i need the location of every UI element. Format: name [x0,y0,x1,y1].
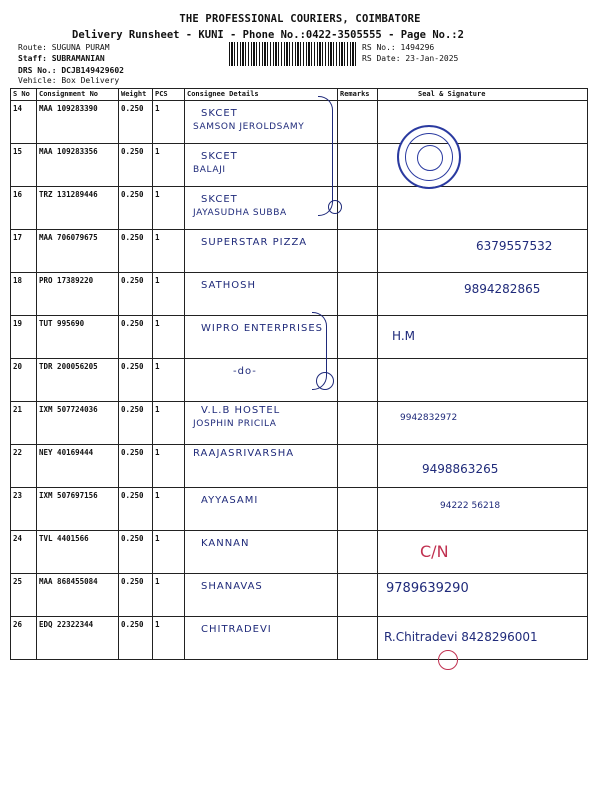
consignee-cell [185,488,338,531]
consignee-name: SUPERSTAR PIZZA [201,237,308,248]
table-row [11,617,588,660]
rs-date: RS Date: 23-Jan-2025 [362,54,459,63]
consignee-cell [185,144,338,187]
consignee-cell [185,445,338,488]
consignee-cell [185,617,338,660]
weight-cell: 0.250 [119,144,153,187]
remarks-cell [338,445,378,488]
sno-cell: 26 [11,617,37,660]
table-row [11,531,588,574]
rs-number: RS No.: 1494296 [362,43,435,52]
count-circle-mark [316,372,334,390]
pcs-cell: 1 [153,531,185,574]
weight-cell: 0.250 [119,187,153,230]
consignee-name: AYYASAMI [201,495,259,506]
consignee-cell [185,574,338,617]
signature-cell [378,531,588,574]
weight-cell: 0.250 [119,230,153,273]
count-circle-mark [328,200,342,214]
consignee-detail: SAMSON JEROLDSAMY [193,122,305,132]
col-seal-signature: Seal & Signature [378,89,588,101]
signature-cell [378,617,588,660]
sno-cell: 21 [11,402,37,445]
sno-cell: 16 [11,187,37,230]
remarks-cell [338,144,378,187]
consignment-cell: TVL 4401566 [37,531,119,574]
table-row [11,359,588,402]
weight-cell: 0.250 [119,316,153,359]
consignee-name: V.L.B HOSTEL [201,405,281,416]
remarks-cell [338,531,378,574]
col-weight: Weight [119,89,153,101]
sno-cell: 14 [11,101,37,144]
consignee-name: SHANAVAS [201,581,263,592]
runsheet-subtitle: Delivery Runsheet - KUNI - Phone No.:0422-3505555 - Page No.:2 [72,29,464,41]
table-row [11,488,588,531]
pcs-cell: 1 [153,488,185,531]
table-row [11,574,588,617]
pcs-cell: 1 [153,617,185,660]
count-circle-mark-red [438,650,458,670]
weight-cell: 0.250 [119,273,153,316]
weight-cell: 0.250 [119,617,153,660]
signature-text: 9498863265 [422,462,499,476]
sno-cell: 22 [11,445,37,488]
runsheet-table [10,88,588,660]
table-row [11,273,588,316]
runsheet-title: THE PROFESSIONAL COURIERS, COIMBATORE [179,13,421,25]
signature-text: H.M [392,329,415,343]
consignment-cell: TUT 995690 [37,316,119,359]
pcs-cell: 1 [153,273,185,316]
sno-cell: 23 [11,488,37,531]
col-consignee: Consignee Details [185,89,338,101]
table-header-row [11,89,588,101]
consignee-cell [185,187,338,230]
consignment-cell: PRO 17389220 [37,273,119,316]
weight-cell: 0.250 [119,402,153,445]
consignee-name: CHITRADEVI [201,624,272,635]
vehicle-label: Vehicle: Box Delivery [18,76,120,85]
signature-text: 9894282865 [464,282,541,296]
sno-cell: 24 [11,531,37,574]
sno-cell: 17 [11,230,37,273]
pcs-cell: 1 [153,230,185,273]
col-pcs: PCS [153,89,185,101]
col-consignment: Consignment No [37,89,119,101]
consignment-cell: TDR 200056205 [37,359,119,402]
table-row [11,445,588,488]
signature-cell [378,187,588,230]
signature-cell [378,273,588,316]
grouping-brace-top [318,96,333,216]
consignment-cell: IXM 507697156 [37,488,119,531]
consignment-cell: NEY 40169444 [37,445,119,488]
table-row [11,402,588,445]
col-sno: S No [11,89,37,101]
barcode [229,42,357,66]
signature-cell [378,359,588,402]
table-row [11,187,588,230]
consignee-detail: JAYASUDHA SUBBA [193,208,287,218]
weight-cell: 0.250 [119,101,153,144]
consignee-cell [185,402,338,445]
remarks-cell [338,488,378,531]
pcs-cell: 1 [153,359,185,402]
consignment-cell: MAA 109283390 [37,101,119,144]
sno-cell: 25 [11,574,37,617]
consignee-detail: BALAJI [193,165,226,175]
consignee-cell [185,230,338,273]
signature-text: 9942832972 [400,413,458,423]
pcs-cell: 1 [153,445,185,488]
signature-cell [378,488,588,531]
staff-label: Staff: SUBRAMANIAN [18,54,105,63]
sno-cell: 15 [11,144,37,187]
consignee-name: SKCET [201,151,238,162]
remarks-cell [338,402,378,445]
signature-cell [378,574,588,617]
consignee-name: KANNAN [201,538,250,549]
consignment-cell: IXM 507724036 [37,402,119,445]
table-row [11,144,588,187]
consignee-name: SKCET [201,194,238,205]
signature-cell [378,316,588,359]
signature-text: 94222 56218 [440,501,501,511]
weight-cell: 0.250 [119,445,153,488]
remarks-cell [338,574,378,617]
consignee-name: -do- [233,366,257,377]
consignee-name: WIPRO ENTERPRISES [201,323,323,334]
pcs-cell: 1 [153,144,185,187]
consignment-cell: TRZ 131289446 [37,187,119,230]
remarks-cell [338,273,378,316]
signature-cell [378,230,588,273]
weight-cell: 0.250 [119,488,153,531]
consignee-detail: JOSPHIN PRICILA [193,419,277,429]
weight-cell: 0.250 [119,359,153,402]
sno-cell: 20 [11,359,37,402]
table-row [11,316,588,359]
pcs-cell: 1 [153,402,185,445]
remarks-cell [338,101,378,144]
pcs-cell: 1 [153,316,185,359]
consignee-cell [185,273,338,316]
weight-cell: 0.250 [119,531,153,574]
remarks-cell [338,230,378,273]
consignee-cell [185,101,338,144]
remarks-cell [338,316,378,359]
remarks-cell [338,617,378,660]
sno-cell: 18 [11,273,37,316]
signature-text: R.Chitradevi 8428296001 [384,630,538,644]
pcs-cell: 1 [153,574,185,617]
signature-text: 9789639290 [386,581,469,596]
signature-cell [378,402,588,445]
remarks-cell [338,359,378,402]
weight-cell: 0.250 [119,574,153,617]
institution-seal [397,125,461,189]
consignee-name: SKCET [201,108,238,119]
consignment-cell: MAA 706079675 [37,230,119,273]
consignee-cell [185,531,338,574]
signature-text: 6379557532 [476,239,553,253]
consignment-cell: MAA 868455084 [37,574,119,617]
pcs-cell: 1 [153,101,185,144]
consignee-name: RAAJASRIVARSHA [193,448,295,459]
drs-label: DRS No.: DCJB149429602 [18,66,124,75]
consignee-name: SATHOSH [201,280,256,291]
route-label: Route: SUGUNA PURAM [18,43,110,52]
col-remarks: Remarks [338,89,378,101]
table-row [11,230,588,273]
consignment-cell: EDQ 22322344 [37,617,119,660]
pcs-cell: 1 [153,187,185,230]
sno-cell: 19 [11,316,37,359]
table-row [11,101,588,144]
consignment-cell: MAA 109283356 [37,144,119,187]
signature-text: C/N [420,542,449,561]
signature-cell [378,445,588,488]
remarks-cell [338,187,378,230]
